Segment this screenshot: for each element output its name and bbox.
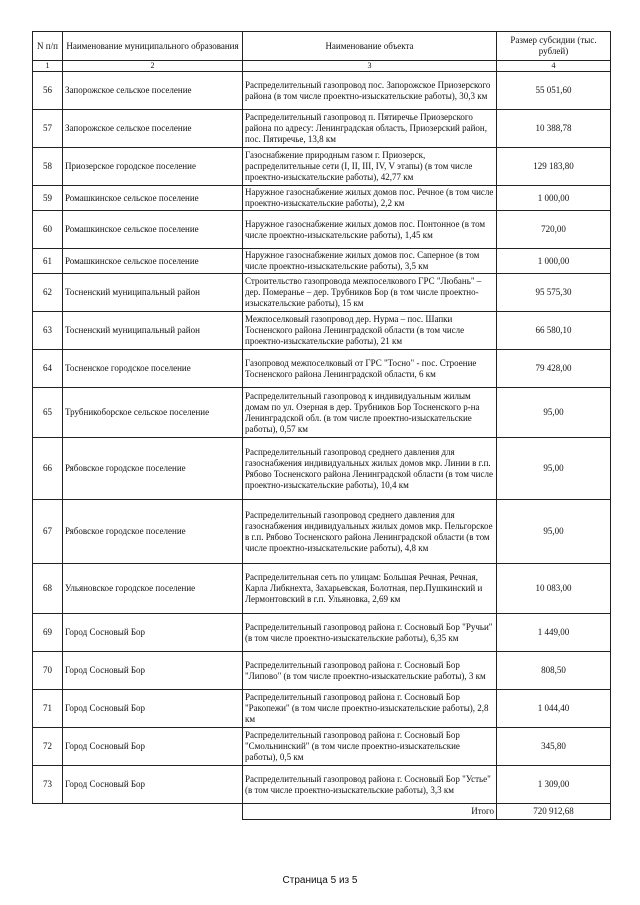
object-cell: Наружное газоснабжение жилых домов пос. Понтонное (в том числе проектно-изыскательские работы), 1,45 км [243,211,497,249]
row-number: 56 [33,72,63,110]
row-number: 57 [33,110,63,148]
table-row [33,211,611,249]
table-row [33,312,611,350]
row-number: 68 [33,564,63,614]
table-row [33,564,611,614]
row-number: 60 [33,211,63,249]
row-number: 64 [33,350,63,388]
object-cell: Газоснабжение природным газом г. Приозерск, распределительные сети (I, II, III, IV, V этапы) (в том числе проектно-изыскательские работы), 42,77 км [243,148,497,186]
municipality-cell: Приозерское городское поселение [63,148,243,186]
object-cell: Распределительный газопровод пос. Запорожское Приозерского района (в том числе проектно-изыскательские работы), 30,3 км [243,72,497,110]
row-number: 71 [33,690,63,728]
column-index: 3 [243,61,497,72]
amount-cell: 10 388,78 [497,110,611,148]
amount-cell: 66 580,10 [497,312,611,350]
object-cell: Газопровод межпоселковый от ГРС "Тосно" - пос. Строение Тосненского района Ленинградской области, 6 км [243,350,497,388]
municipality-cell: Город Сосновый Бор [63,614,243,652]
object-cell: Распределительный газопровод к индивидуальным жилым домам по ул. Озерная в дер. Трубников Бор Тосненского р-на Ленинградской обл. (в том числе проектно-изыскательские работы), 0,57 км [243,388,497,438]
object-cell: Распределительный газопровод района г. Сосновый Бор "Ракопежи" (в том числе проектно-изыскательские работы), 2,8 км [243,690,497,728]
table-row [33,148,611,186]
amount-cell: 1 044,40 [497,690,611,728]
municipality-cell: Тосненский муниципальный район [63,274,243,312]
amount-cell: 1 000,00 [497,186,611,211]
municipality-cell: Ромашкинское сельское поселение [63,186,243,211]
table-row [33,350,611,388]
amount-cell: 95,00 [497,438,611,500]
row-number: 69 [33,614,63,652]
amount-cell: 808,50 [497,652,611,690]
table-header [33,32,611,72]
amount-cell: 55 051,60 [497,72,611,110]
amount-cell: 129 183,80 [497,148,611,186]
object-cell: Строительство газопровода межпоселкового ГРС "Любань" – дер. Померанье – дер. Трубников Бор (в том числе проектно-изыскательские работы), 15 км [243,274,497,312]
object-cell: Распределительный газопровод района г. Сосновый Бор "Устье" (в том числе проектно-изыскательские работы), 3,3 км [243,766,497,804]
subsidy-table [32,31,611,820]
amount-cell: 95 575,30 [497,274,611,312]
row-number: 63 [33,312,63,350]
header-object: Наименование объекта [243,32,497,61]
table-row [33,690,611,728]
amount-cell: 95,00 [497,388,611,438]
municipality-cell: Тосненский муниципальный район [63,312,243,350]
row-number: 73 [33,766,63,804]
amount-cell: 1 000,00 [497,249,611,274]
table-row [33,388,611,438]
header-amount: Размер субсидии (тыс. рублей) [497,32,611,61]
municipality-cell: Город Сосновый Бор [63,652,243,690]
total-label: Итого [243,804,497,820]
object-cell: Наружное газоснабжение жилых домов пос. Саперное (в том числе проектно-изыскательские работы), 3,5 км [243,249,497,274]
municipality-cell: Запорожское сельское поселение [63,110,243,148]
municipality-cell: Рябовское городское поселение [63,438,243,500]
municipality-cell: Трубникоборское сельское поселение [63,388,243,438]
table-row [33,249,611,274]
municipality-cell: Рябовское городское поселение [63,500,243,564]
object-cell: Наружное газоснабжение жилых домов пос. Речное (в том числе проектно-изыскательские работы), 2,2 км [243,186,497,211]
object-cell: Распределительный газопровод п. Пятиречье Приозерского района по адресу: Ленинградская область, Приозерский район, пос. Пятиречье, 13,8 км [243,110,497,148]
table-row [33,652,611,690]
object-cell: Межпоселковый газопровод дер. Нурма – пос. Шапки Тосненского района Ленинградской области (в том числе проектно-изыскательские работы), 21 км [243,312,497,350]
municipality-cell: Тосненское городское поселение [63,350,243,388]
municipality-cell: Ульяновское городское поселение [63,564,243,614]
row-number: 65 [33,388,63,438]
table-row [33,110,611,148]
object-cell: Распределительный газопровод района г. Сосновый Бор "Ручьи" (в том числе проектно-изыскательские работы), 6,35 км [243,614,497,652]
amount-cell: 10 083,00 [497,564,611,614]
table-row [33,728,611,766]
municipality-cell: Запорожское сельское поселение [63,72,243,110]
column-index: 2 [63,61,243,72]
table-body [33,72,611,804]
row-number: 67 [33,500,63,564]
row-number: 66 [33,438,63,500]
object-cell: Распределительный газопровод среднего давления для газоснабжения индивидуальных жилых домов мкр. Линии в г.п. Рябово Тосненского района Ленинградской области (в том числе проектно-изыскательские работы), 10,4 км [243,438,497,500]
row-number: 59 [33,186,63,211]
table-row [33,72,611,110]
row-number: 62 [33,274,63,312]
page-number: Страница 5 из 5 [282,875,358,886]
object-cell: Распределительный газопровод района г. Сосновый Бор "Липово" (в том числе проектно-изыскательские работы), 3 км [243,652,497,690]
amount-cell: 95,00 [497,500,611,564]
table-row [33,766,611,804]
amount-cell: 1 449,00 [497,614,611,652]
row-number: 61 [33,249,63,274]
table-row [33,274,611,312]
municipality-cell: Ромашкинское сельское поселение [63,211,243,249]
column-index: 1 [33,61,63,72]
amount-cell: 720,00 [497,211,611,249]
table-row [33,186,611,211]
table-row [33,614,611,652]
municipality-cell: Город Сосновый Бор [63,766,243,804]
municipality-cell: Ромашкинское сельское поселение [63,249,243,274]
object-cell: Распределительный газопровод района г. Сосновый Бор "Смольнинский" (в том числе проектно-изыскательские работы), 0,5 км [243,728,497,766]
amount-cell: 345,80 [497,728,611,766]
row-number: 58 [33,148,63,186]
row-number: 72 [33,728,63,766]
object-cell: Распределительная сеть по улицам: Большая Речная, Речная, Карла Либкнехта, Захарьевская, Болотная, пер.Пушкинский и Лермонтовский в г.п. Ульяновка, 2,69 км [243,564,497,614]
table-row [33,500,611,564]
column-index-row [33,61,611,72]
municipality-cell: Город Сосновый Бор [63,728,243,766]
total-row [33,804,611,820]
row-number: 70 [33,652,63,690]
municipality-cell: Город Сосновый Бор [63,690,243,728]
header-municipality: Наименование муниципального образования [63,32,243,61]
amount-cell: 1 309,00 [497,766,611,804]
amount-cell: 79 428,00 [497,350,611,388]
column-index: 4 [497,61,611,72]
total-amount: 720 912,68 [497,804,611,820]
header-num: N п/п [33,32,63,61]
object-cell: Распределительный газопровод среднего давления для газоснабжения индивидуальных жилых домов мкр. Пельгорское в г.п. Рябово Тосненского района Ленинградской области (в том числе проектно-изыскательские работы), 4,8 км [243,500,497,564]
table-row [33,438,611,500]
